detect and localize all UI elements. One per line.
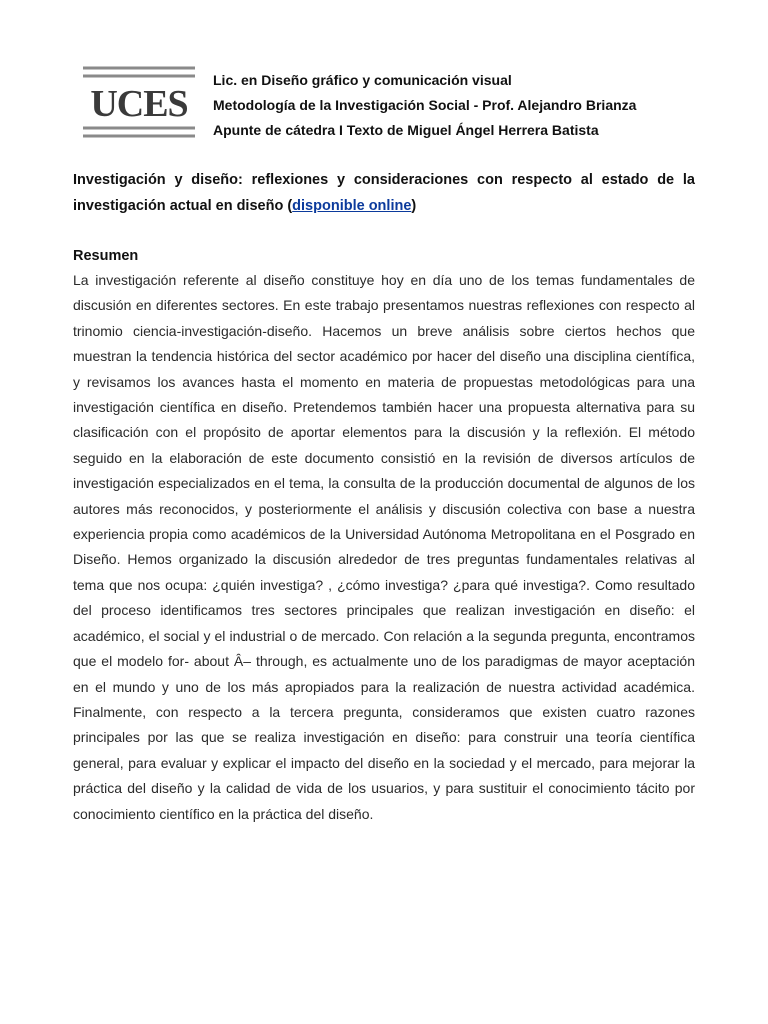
document-header <box>79 56 699 148</box>
title-close: ) <box>411 198 417 214</box>
header-text-block <box>213 68 713 143</box>
document-title <box>73 167 695 219</box>
logo-text: UCES <box>90 83 188 125</box>
header-program: Lic. en Diseño gráfico y comunicación visual <box>213 72 512 88</box>
online-link[interactable]: disponible online <box>292 198 412 214</box>
title-text: Investigación y diseño: reflexiones y consideraciones con respecto al estado de la investigación actual en diseño ( <box>73 172 695 214</box>
section-heading-resumen: Resumen <box>73 248 139 264</box>
abstract-paragraph: La investigación referente al diseño constituye hoy en día uno de los temas fundamentales de discusión en diferentes sectores. En este trabajo presentamos nuestras reflexiones con respecto al trinomio ciencia-investigación-diseño. Hacemos un breve análisis sobre ciertos hechos que muestran la tendencia histórica del sector académico por hacer del diseño una disciplina científica, y revisamos los avances hasta el momento en materia de propuestas metodológicas para una investigación científica en diseño. Pretendemos también hacer una propuesta alternativa para su clasificación con el propósito de aportar elementos para la discusión y la reflexión. El método seguido en la elaboración de este documento consistió en la revisión de diversos artículos de investigación especializados en el tema, la consulta de la producción documental de algunos de los autores más reconocidos, y posteriormente el análisis y discusión colectiva con base a nuestra experiencia propia como académicos de la Universidad Autónoma Metropolitana en el Posgrado en Diseño. Hemos organizado la discusión alrededor de tres preguntas fundamentales relativas al tema que nos ocupa: ¿quién investiga? , ¿cómo investiga? ¿para qué investiga?. Como resultado del proceso identificamos tres sectores principales que realizan investigación en diseño: el académico, el social y el industrial o de mercado. Con relación a la segunda pregunta, encontramos que el modelo for- about Â– through, es actualmente uno de los paradigmas de mayor aceptación en el mundo y uno de los más apropiados para la realización de nuestra actividad académica. Finalmente, con respecto a la tercera pregunta, consideramos que existen cuatro razones principales por las que se realiza investigación en diseño: para construir una teoría científica general, para evaluar y explicar el impacto del diseño en la sociedad y el mercado, para mejorar la práctica del diseño y la calidad de vida de los usuarios, y para sustituir el conocimiento tácito por conocimiento científico en la práctica del diseño. <box>73 272 695 822</box>
header-course: Metodología de la Investigación Social - Prof. Alejandro Brianza <box>213 97 637 113</box>
uces-logo <box>79 56 199 148</box>
header-source: Apunte de cátedra I Texto de Miguel Ángel Herrera Batista <box>213 122 599 138</box>
